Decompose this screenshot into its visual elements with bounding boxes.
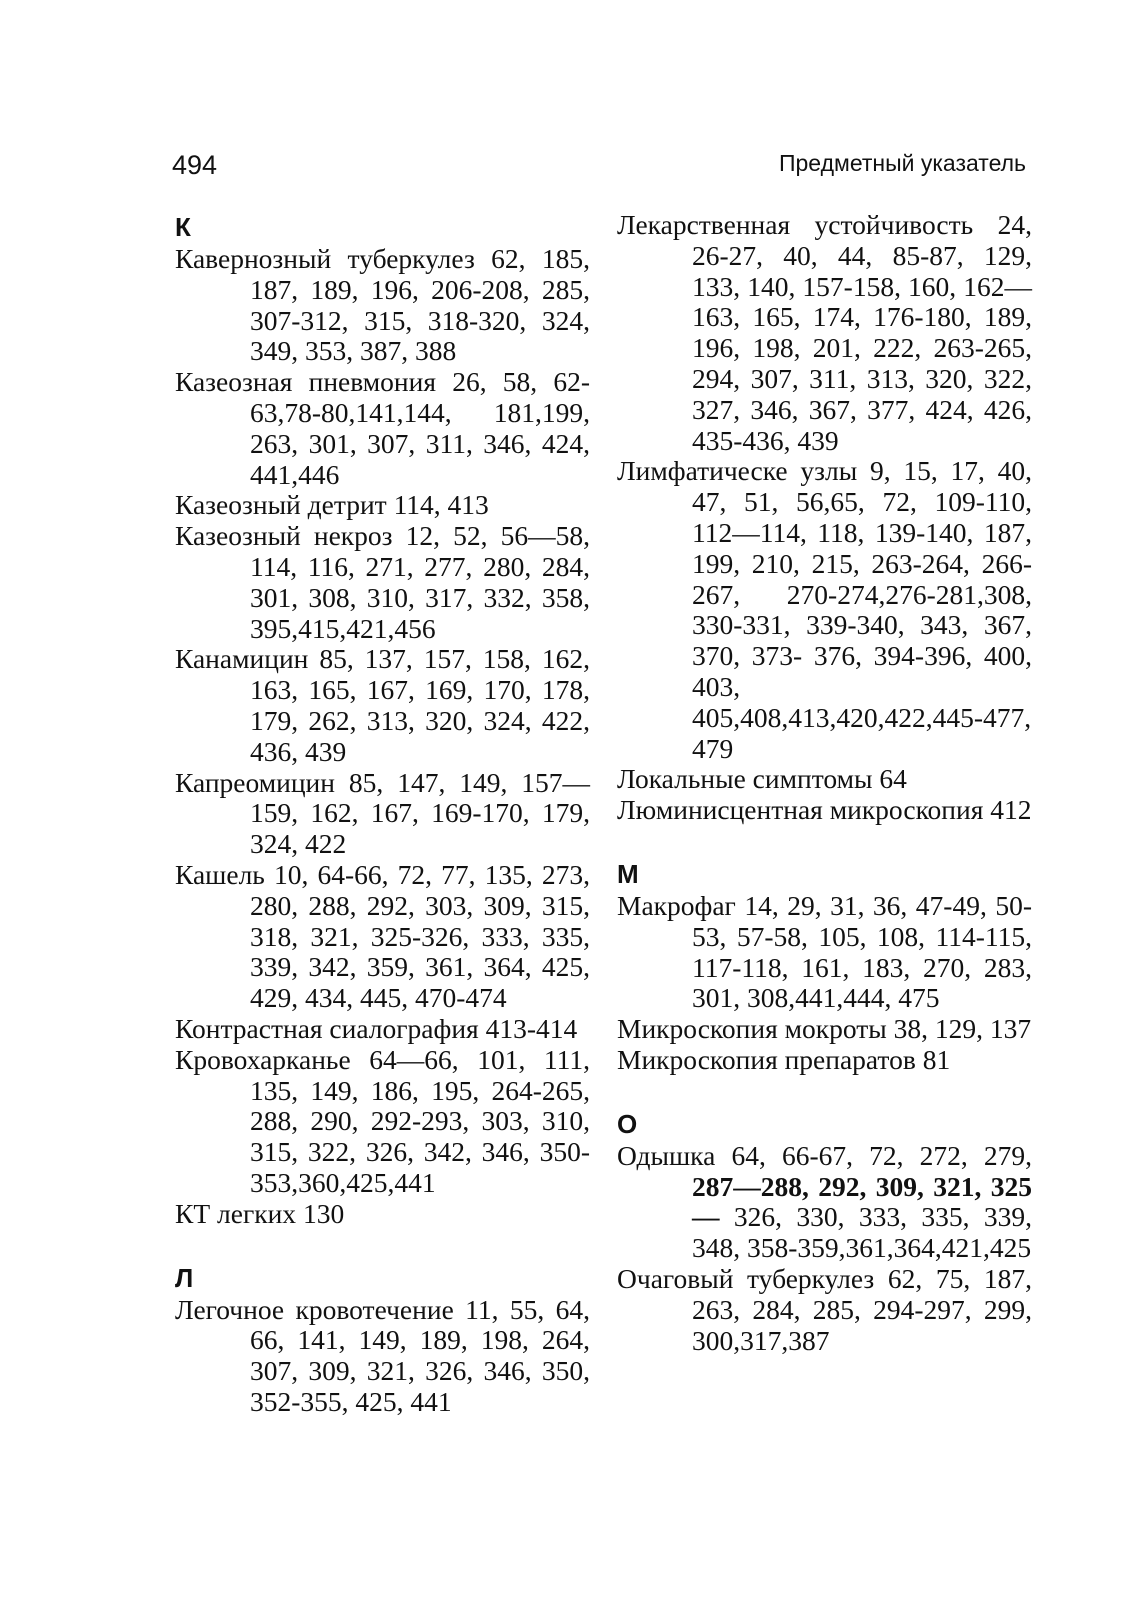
index-term: Кашель xyxy=(175,858,265,890)
index-pages: 38, 129, 137 xyxy=(893,1013,1032,1045)
index-entry xyxy=(175,490,590,521)
index-entry xyxy=(617,1014,1032,1045)
running-title: Предметный указатель xyxy=(778,150,1026,176)
index-term: Лимфатическе узлы xyxy=(617,455,858,487)
index-entry xyxy=(617,1045,1032,1076)
running-head xyxy=(0,150,1144,190)
index-entry xyxy=(617,795,1032,826)
index-term: Микроскопия мокроты xyxy=(617,1013,887,1045)
index-entry xyxy=(175,768,590,860)
index-entry xyxy=(175,1199,590,1230)
index-term: Микроскопия препаратов xyxy=(617,1043,916,1075)
index-entry xyxy=(617,1264,1032,1356)
index-pages: 412 xyxy=(990,794,1032,826)
index-entry xyxy=(175,1014,590,1045)
index-pages: 130 xyxy=(302,1197,345,1229)
index-term: Казеозный детрит xyxy=(175,489,387,521)
index-pages: 64—66, 101, 111, 135, 149, 186, 195, 264-265, 288, 290, 292-293, 303, 310, 315, 322, 326, 342, 346, 350-353,360,425,441 xyxy=(250,1043,590,1198)
index-entry xyxy=(175,521,590,644)
index-entry xyxy=(175,244,590,367)
index-term: Люминисцентная микроскопия xyxy=(617,794,984,826)
index-term: Казеозная пневмония xyxy=(175,366,437,398)
right-column xyxy=(617,210,1032,1356)
index-pages: 62, 185, 187, 189, 196, 206-208, 285, 307-312, 315, 318-320, 324, 349, 353, 387, 388 xyxy=(250,243,590,367)
index-entry xyxy=(617,456,1032,764)
index-term: Очаговый туберкулез xyxy=(617,1262,875,1294)
index-term: Казеозный некроз xyxy=(175,520,393,552)
section-letter: О xyxy=(617,1108,638,1139)
index-term: Кровохарканье xyxy=(175,1043,351,1075)
index-entry xyxy=(617,891,1032,1014)
index-term: Локальные симптомы xyxy=(617,763,873,795)
index-entry xyxy=(617,210,1032,456)
index-term: Капреомицин xyxy=(175,766,335,798)
index-pages: 10, 64-66, 72, 77, 135, 273, 280, 288, 292, 303, 309, 315, 318, 321, 325-326, 333, 335, 339, 342, 359, 361, 364, 425, 429, 434, 445, 470-474 xyxy=(250,858,590,1014)
index-pages: 326, 330, 333, 335, 339, 348, 358-359,361,364,421,425 xyxy=(692,1201,1032,1264)
index-term: Контрастная сиалография xyxy=(175,1012,479,1044)
section-letter: Л xyxy=(175,1262,194,1293)
index-term: Кавернозный туберкулез xyxy=(175,243,475,274)
index-term: Одышка xyxy=(617,1139,716,1171)
index-entry xyxy=(175,1045,590,1199)
section-letter: М xyxy=(617,858,639,889)
index-entry xyxy=(617,764,1032,795)
section-letter: К xyxy=(175,212,191,242)
index-term: Макрофаг xyxy=(617,889,736,921)
index-pages: 85, 137, 157, 158, 162, 163, 165, 167, 169, 170, 178, 179, 262, 313, 320, 324, 422, 436, 439 xyxy=(250,643,591,767)
index-pages: 85, 147, 149, 157—159, 162, 167, 169-170, 179, 324, 422 xyxy=(250,766,590,860)
index-pages: 26, 58, 62-63,78-80,141,144, 181,199, 263, 301, 307, 311, 346, 424, 441,446 xyxy=(250,366,590,490)
index-pages-bold: 287—288, 292, 309, 321, 325— xyxy=(692,1170,1032,1233)
index-term: КТ легких xyxy=(175,1197,297,1229)
index-pages: 14, 29, 31, 36, 47-49, 50-53, 57-58, 105, 108, 114-115, 117-118, 161, 183, 270, 283, 301, 308,441,444, 475 xyxy=(692,889,1032,1014)
index-entry xyxy=(175,644,590,767)
left-column xyxy=(175,210,590,1418)
index-pages: 413-414 xyxy=(485,1012,578,1044)
index-pages: 9, 15, 17, 40, 47, 51, 56,65, 72, 109-110, 112—114, 118, 139-140, 187, 199, 210, 215, 263-264, 266-267, 270-274,276-281,308, 330-331, 339-340, 343, 367, 370, 373- 376, 394-396, 400, 403, 405,408,413,420,422,445-477, 479 xyxy=(692,455,1032,764)
index-entry xyxy=(175,367,590,490)
index-term: Канамицин xyxy=(175,643,309,675)
index-pages: 64, 66-67, 72, 272, 279, xyxy=(731,1139,1032,1171)
index-pages: 62, 75, 187, 263, 284, 285, 294-297, 299, 300,317,387 xyxy=(692,1262,1032,1356)
index-pages: 24, 26-27, 40, 44, 85-87, 129, 133, 140, 157-158, 160, 162—163, 165, 174, 176-180, 189, 196, 198, 201, 222, 263-265, 294, 307, 311, 313, 320, 322, 327, 346, 367, 377, 424, 426, 435-436, 439 xyxy=(692,209,1033,456)
page-number: 494 xyxy=(172,150,218,180)
index-entry xyxy=(175,860,590,1014)
index-entry xyxy=(175,1295,590,1418)
index-pages: 12, 52, 56—58, 114, 116, 271, 277, 280, 284, 301, 308, 310, 317, 332, 358, 395,415,421,456 xyxy=(250,520,590,644)
index-entry xyxy=(617,1141,1032,1264)
index-pages: 11, 55, 64, 66, 141, 149, 189, 198, 264, 307, 309, 321, 326, 346, 350, 352-355, 425, 441 xyxy=(250,1293,591,1417)
index-pages: 114, 413 xyxy=(393,489,489,521)
index-pages: 81 xyxy=(922,1043,951,1075)
index-term: Лекарственная устойчивость xyxy=(617,209,974,240)
index-term: Легочное кровотечение xyxy=(175,1293,454,1325)
index-pages: 64 xyxy=(879,763,907,795)
